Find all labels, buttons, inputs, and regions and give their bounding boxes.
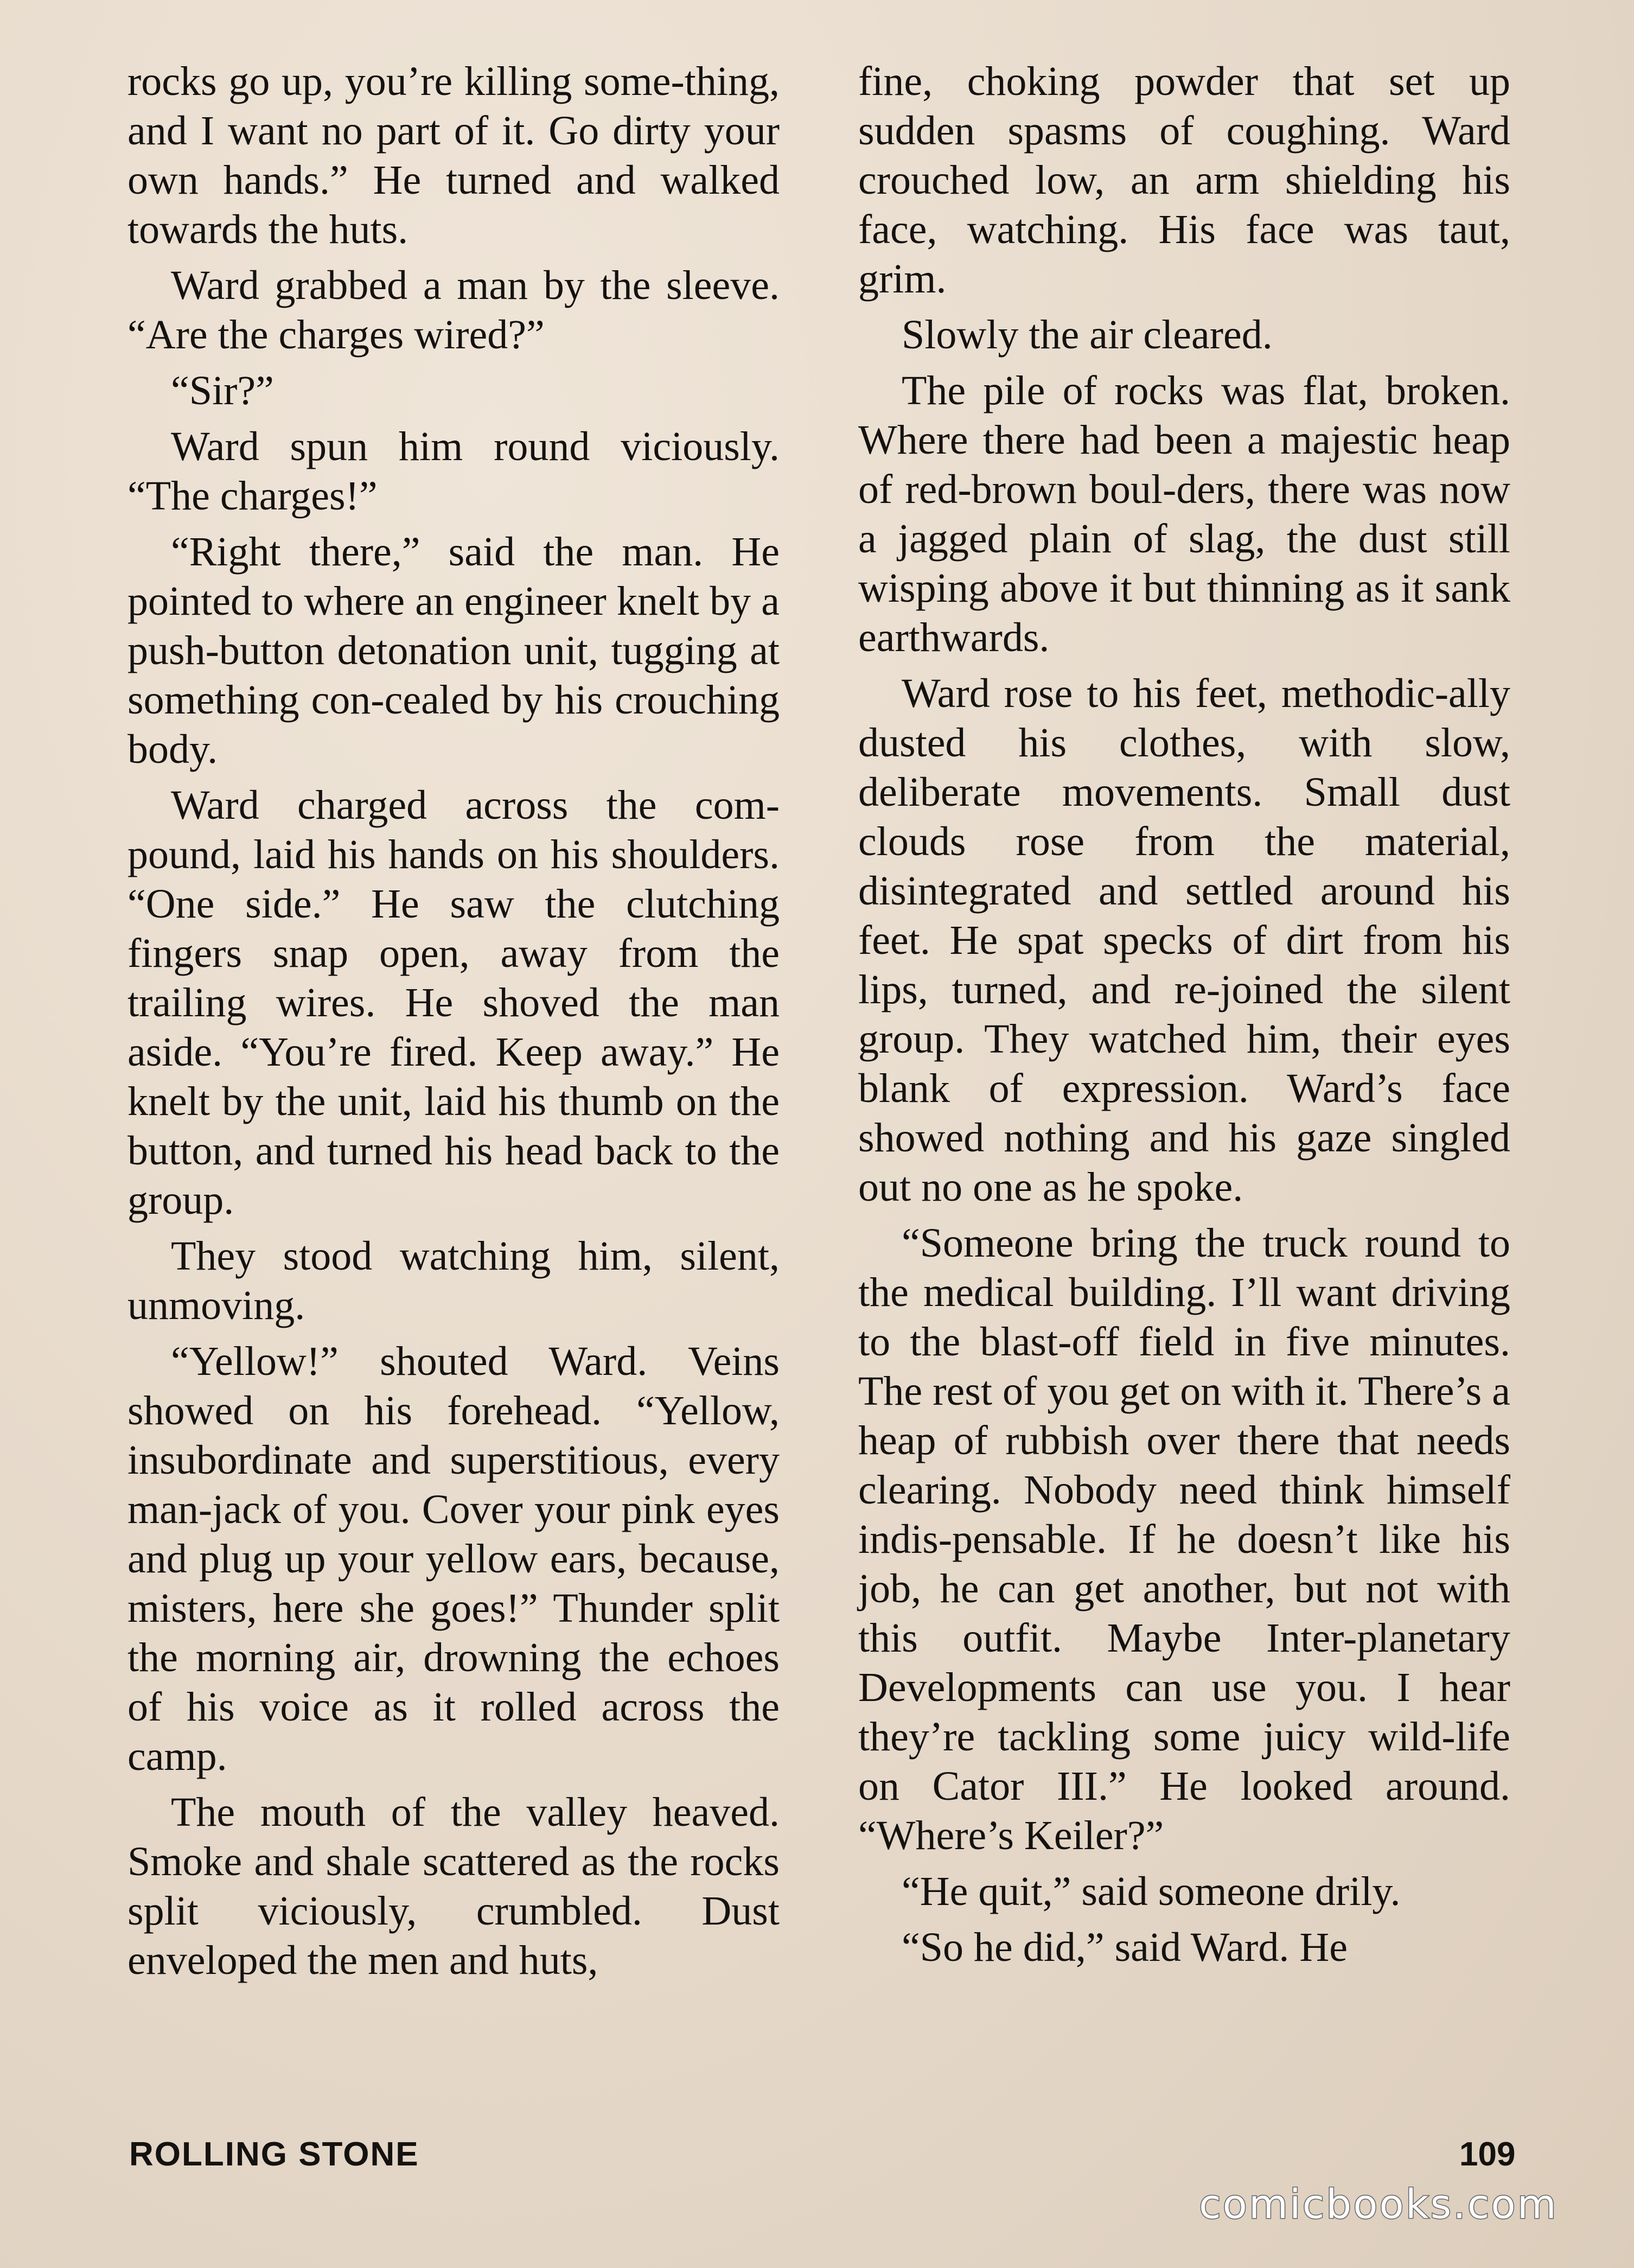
right-text-column (858, 57, 1510, 1979)
paragraph: fine, choking powder that set up sudden spasms of coughing. Ward crouched low, an arm shielding his face, watching. His face was taut, grim. (858, 59, 1510, 302)
paragraph: The mouth of the valley heaved. Smoke and shale scattered as the rocks split viciously, crumbled. Dust enveloped the men and huts, (127, 1789, 780, 1983)
paragraph: “Sir?” (171, 368, 274, 413)
paragraph: Ward rose to his feet, methodic-ally dusted his clothes, with slow, deliberate movements. Small dust clouds rose from the material, disintegrated and settled around his feet. He spat specks of dirt from his lips, turned, and re-joined the silent group. They watched him, their eyes blank of expression. Ward’s face showed nothing and his gaze singled out no one as he spoke. (858, 671, 1510, 1210)
paragraph: “Yellow!” shouted Ward. Veins showed on his forehead. “Yellow, insubordinate and superstitious, every man-jack of you. Cover your pink eyes and plug up your yellow ears, because, misters, here she goes!” Thunder split the morning air, drowning the echoes of his voice as it rolled across the camp. (127, 1339, 780, 1779)
paragraph: They stood watching him, silent, unmoving. (127, 1233, 780, 1328)
paragraph: rocks go up, you’re killing some-thing, and I want no part of it. Go dirty your own hands.” He turned and walked towards the huts. (127, 59, 780, 252)
paragraph: Slowly the air cleared. (902, 312, 1273, 358)
paragraph: “Right there,” said the man. He pointed to where an engineer knelt by a push-button detonation unit, tugging at something con-cealed by his crouching body. (127, 529, 780, 772)
paragraph: Ward spun him round viciously. “The charges!” (127, 424, 780, 519)
paragraph: “So he did,” said Ward. He (902, 1925, 1348, 1970)
paragraph: “Someone bring the truck round to the medical building. I’ll want driving to the blast-off field in five minutes. The rest of you get on with it. There’s a heap of rubbish over there that needs clearing. Nobody need think himself indis-pensable. If he doesn’t like his job, he can get another, but not with this outfit. Maybe Inter-planetary Developments can use you. I hear they’re tackling some juicy wild-life on Cator III.” He looked around. “Where’s Keiler?” (858, 1220, 1510, 1858)
page-number: 109 (1459, 2136, 1516, 2173)
left-text-column (127, 57, 780, 1992)
paragraph: The pile of rocks was flat, broken. Where there had been a majestic heap of red-brown boul-ders, there was now a jagged plain of slag, the dust still wisping above it but thinning as it sank earthwards. (858, 368, 1510, 660)
running-footer-title: ROLLING STONE (129, 2136, 419, 2173)
site-watermark: comicbooks.com (1199, 2181, 1558, 2228)
paragraph: “He quit,” said someone drily. (902, 1869, 1401, 1914)
paragraph: Ward grabbed a man by the sleeve. “Are the charges wired?” (127, 263, 780, 358)
paragraph: Ward charged across the com-pound, laid his hands on his shoulders. “One side.” He saw the clutching fingers snap open, away from the trailing wires. He shoved the man aside. “You’re fired. Keep away.” He knelt by the unit, laid his thumb on the button, and turned his head back to the group. (127, 782, 780, 1223)
